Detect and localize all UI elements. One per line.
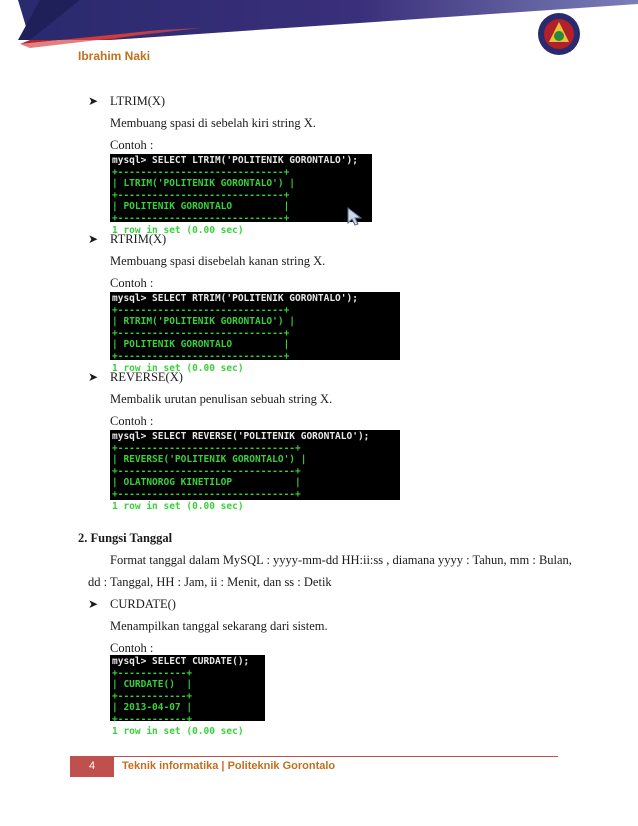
arrow-bullet-icon: ➤ (88, 94, 99, 108)
politeknik-logo-icon (537, 12, 581, 56)
footer-rule (70, 756, 558, 757)
terminal-line: 1 row in set (0.00 sec) (112, 224, 244, 236)
list-item-reverse (88, 370, 183, 385)
page-number: 4 (88, 760, 96, 772)
terminal-screenshot-curdate (110, 655, 265, 737)
arrow-bullet-icon: ➤ (88, 370, 99, 384)
terminal-line: mysql> SELECT RTRIM('POLITENIK GORONTALO'); (112, 293, 358, 304)
terminal-line: +-----------------------------+ (112, 166, 290, 178)
terminal-line: | POLITENIK GORONTALO | (112, 339, 290, 351)
terminal-line: | 2013-04-07 | (112, 702, 193, 714)
terminal-line: | LTRIM('POLITENIK GORONTALO') | (112, 178, 296, 190)
terminal-line: +-----------------------------+ (112, 350, 290, 362)
terminal-line: 1 row in set (0.00 sec) (112, 725, 244, 737)
terminal-screenshot-reverse (110, 430, 400, 512)
terminal-line: +-----------------------------+ (112, 327, 290, 339)
terminal-line: mysql> SELECT LTRIM('POLITENIK GORONTALO'); (112, 155, 358, 166)
terminal-line: | RTRIM('POLITENIK GORONTALO') | (112, 316, 296, 328)
terminal-line: 1 row in set (0.00 sec) (112, 362, 244, 374)
terminal-line: +-----------------------------+ (112, 189, 290, 201)
terminal-line: +-----------------------------+ (112, 212, 290, 224)
function-title: CURDATE() (110, 597, 176, 611)
list-item-ltrim (88, 94, 165, 109)
list-item-rtrim (88, 232, 166, 247)
function-description: Membalik urutan penulisan sebuah string X. (110, 392, 333, 406)
terminal-line: +-------------------------------+ (112, 465, 301, 477)
example-label: Contoh : (110, 414, 154, 428)
terminal-line: +------------+ (112, 690, 193, 702)
terminal-line: | OLATNOROG KINETILOP | (112, 477, 301, 489)
function-title: RTRIM(X) (110, 232, 167, 246)
terminal-line: +------------+ (112, 667, 193, 679)
mouse-cursor-icon (345, 206, 371, 226)
footer-text: Teknik informatika | Politeknik Gorontalo (122, 760, 336, 772)
terminal-line: mysql> SELECT CURDATE(); (112, 656, 250, 667)
function-title: LTRIM(X) (110, 94, 166, 108)
paragraph-line: Format tanggal dalam MySQL : yyyy-mm-dd HH:ii:ss , diamana yyyy : Tahun, mm : Bulan, (110, 553, 572, 567)
terminal-line: +------------+ (112, 713, 193, 725)
terminal-line: +-----------------------------+ (112, 304, 290, 316)
example-label: Contoh : (110, 276, 154, 290)
arrow-bullet-icon: ➤ (88, 597, 99, 611)
terminal-screenshot-ltrim (110, 154, 372, 236)
terminal-line: +-------------------------------+ (112, 488, 301, 500)
paragraph-line: dd : Tanggal, HH : Jam, ii : Menit, dan ss : Detik (88, 575, 332, 589)
terminal-line: | POLITENIK GORONTALO | (112, 201, 290, 213)
function-description: Membuang spasi disebelah kanan string X. (110, 254, 326, 268)
function-title: REVERSE(X) (110, 370, 183, 384)
section-heading: 2. Fungsi Tanggal (78, 531, 173, 545)
terminal-line: mysql> SELECT REVERSE('POLITENIK GORONTALO'); (112, 431, 370, 442)
list-item-curdate (88, 597, 176, 612)
terminal-line: | REVERSE('POLITENIK GORONTALO') | (112, 454, 307, 466)
example-label: Contoh : (110, 641, 154, 655)
author-name: Ibrahim Naki (78, 49, 151, 63)
terminal-line: 1 row in set (0.00 sec) (112, 500, 244, 512)
terminal-line: +-------------------------------+ (112, 442, 301, 454)
terminal-line: | CURDATE() | (112, 679, 193, 691)
example-label: Contoh : (110, 138, 154, 152)
arrow-bullet-icon: ➤ (88, 232, 99, 246)
function-description: Membuang spasi di sebelah kiri string X. (110, 116, 316, 130)
function-description: Menampilkan tanggal sekarang dari sistem. (110, 619, 328, 633)
terminal-screenshot-rtrim (110, 292, 400, 374)
